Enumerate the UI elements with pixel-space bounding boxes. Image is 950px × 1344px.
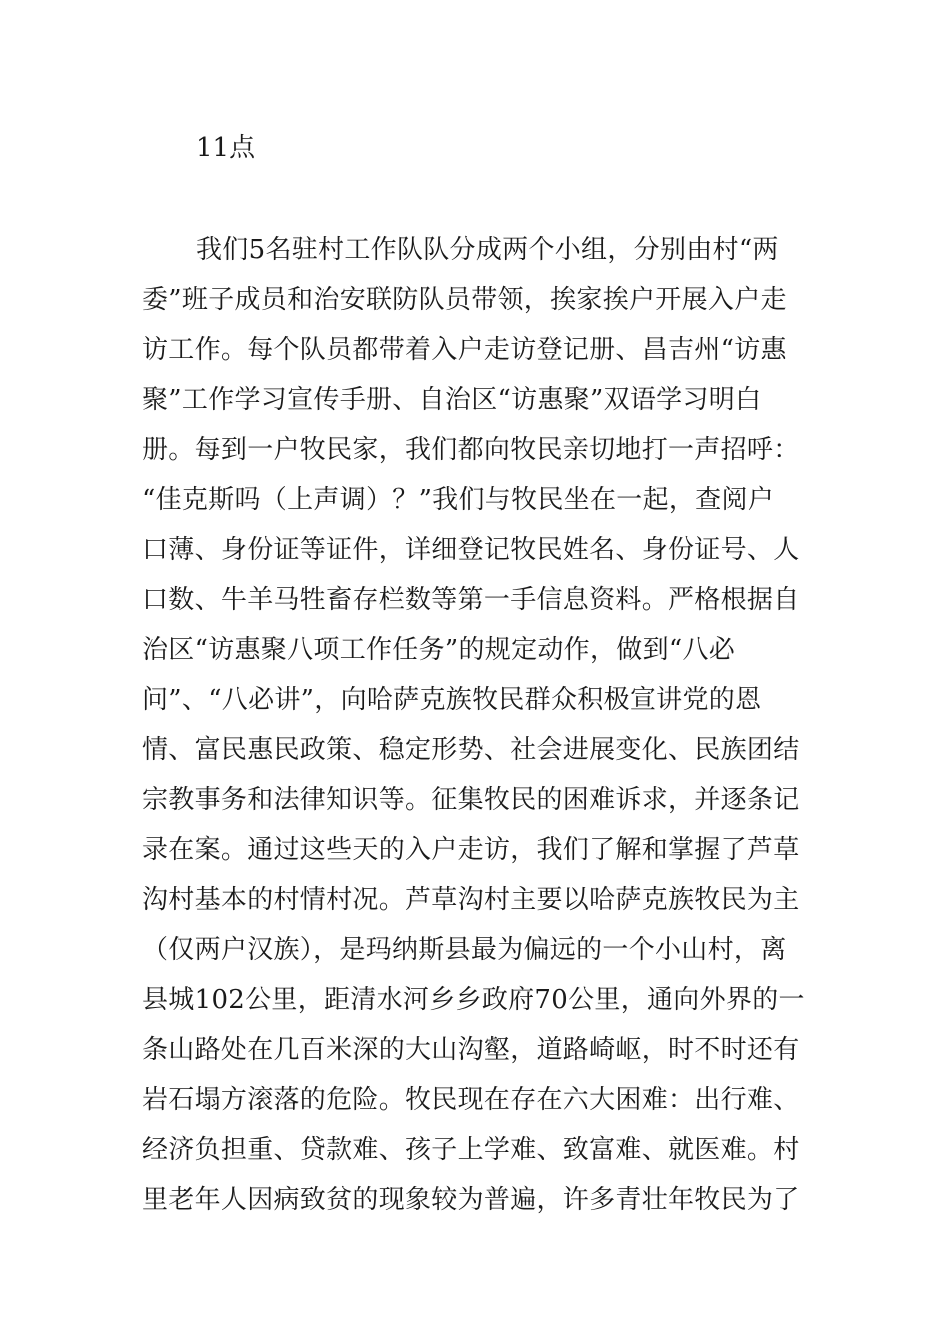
text-line: 情、富民惠民政策、稳定形势、社会进展变化、民族团结 xyxy=(142,735,800,765)
text-line: 我们5名驻村工作队队分成两个小组，分别由村“两 xyxy=(196,235,779,265)
text-line: 委”班子成员和治安联防队员带领，挨家挨户开展入户走 xyxy=(142,285,787,315)
text-line: 册。每到一户牧民家，我们都向牧民亲切地打一声招呼： xyxy=(142,435,800,465)
section-heading: 11点 xyxy=(196,133,256,163)
text-line: 岩石塌方滚落的危险。牧民现在存在六大困难：出行难、 xyxy=(142,1085,800,1115)
text-line: 经济负担重、贷款难、孩子上学难、致富难、就医难。村 xyxy=(142,1135,800,1165)
body-paragraph xyxy=(142,232,808,1232)
text-line: 口数、牛羊马牲畜存栏数等第一手信息资料。严格根据自 xyxy=(142,585,800,615)
text-line: （仅两户汉族），是玛纳斯县最为偏远的一个小山村，离 xyxy=(142,935,787,965)
text-line: 问”、“八必讲”，向哈萨克族牧民群众积极宣讲党的恩 xyxy=(142,685,762,715)
text-line: 口薄、身份证等证件，详细登记牧民姓名、身份证号、人 xyxy=(142,535,800,565)
text-line: 治区“访惠聚八项工作任务”的规定动作，做到“八必 xyxy=(142,635,736,665)
text-line: 里老年人因病致贫的现象较为普遍，许多青壮年牧民为了 xyxy=(142,1185,800,1215)
text-line: 县城102公里，距清水河乡乡政府70公里，通向外界的一 xyxy=(142,985,805,1015)
text-line: 聚”工作学习宣传手册、自治区“访惠聚”双语学习明白 xyxy=(142,385,762,415)
text-line: “佳克斯吗（上声调）？”我们与牧民坐在一起，查阅户 xyxy=(142,485,775,515)
text-line: 访工作。每个队员都带着入户走访登记册、昌吉州“访惠 xyxy=(142,335,787,365)
text-line: 条山路处在几百米深的大山沟壑，道路崎岖，时不时还有 xyxy=(142,1035,800,1065)
text-line: 沟村基本的村情村况。芦草沟村主要以哈萨克族牧民为主 xyxy=(142,885,800,915)
text-line: 宗教事务和法律知识等。征集牧民的困难诉求，并逐条记 xyxy=(142,785,800,815)
text-line: 录在案。通过这些天的入户走访，我们了解和掌握了芦草 xyxy=(142,835,800,865)
